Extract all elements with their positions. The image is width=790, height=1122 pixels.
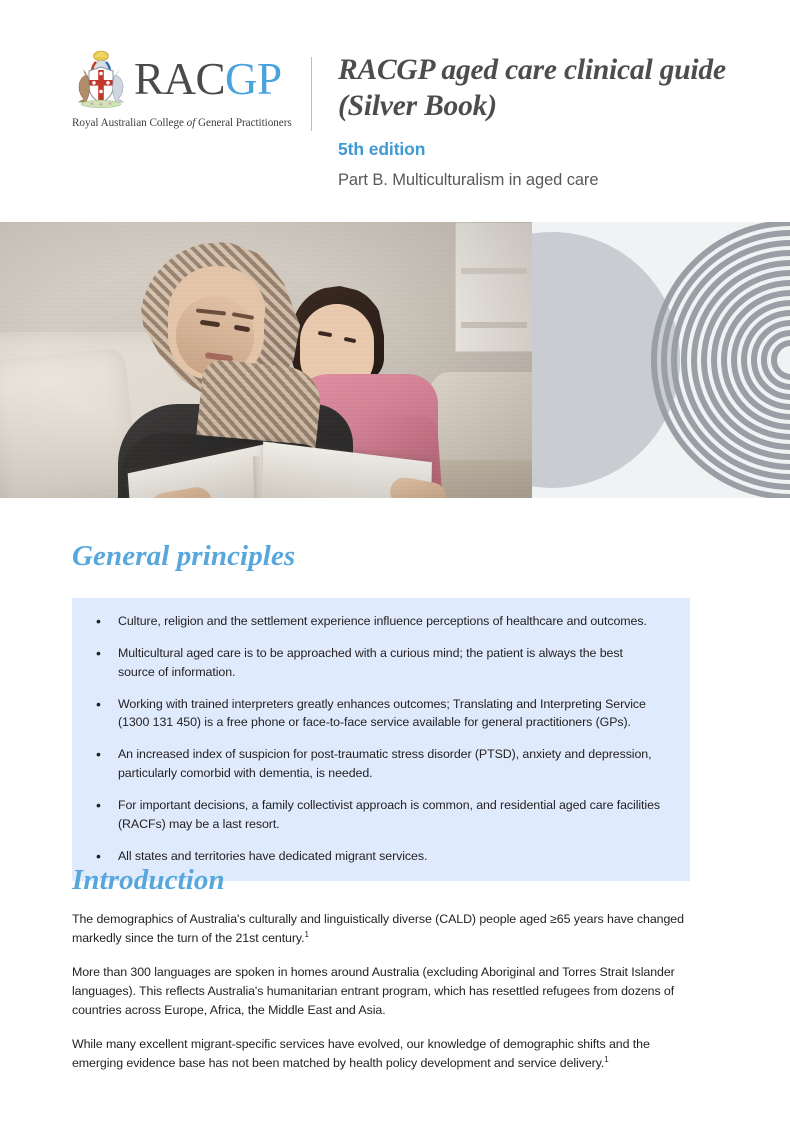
introduction-heading: Introduction bbox=[72, 864, 225, 896]
racgp-tagline bbox=[72, 117, 290, 129]
document-header bbox=[0, 0, 790, 222]
title-block bbox=[338, 52, 758, 190]
racgp-wordmark bbox=[134, 53, 282, 104]
part-subtitle: Part B. Multiculturalism in aged care bbox=[338, 170, 599, 189]
list-item: • For important decisions, a family collectivist approach is common, and residential aged care facilities (RACFs) may be a last resort. bbox=[72, 796, 690, 834]
paragraph-text: More than 300 languages are spoken in homes around Australia (excluding Aboriginal and Torres Strait Islander languages). This reflects Australia's humanitarian entrant program, which has resettled refugees from dozens of countries across Europe, Africa, the Middle East and Asia. bbox=[72, 964, 675, 1017]
header-vertical-divider bbox=[311, 57, 312, 131]
tagline-part-1: Royal Australian College bbox=[72, 117, 187, 129]
photo-vignette bbox=[0, 222, 532, 498]
paragraph bbox=[72, 963, 692, 1020]
list-item: • Multicultural aged care is to be approached with a curious mind; the patient is always the best source of information. bbox=[72, 644, 690, 682]
edition-label: 5th edition bbox=[338, 138, 426, 159]
footnote-reference[interactable]: 1 bbox=[304, 929, 309, 939]
racgp-wordmark-rac: RAC bbox=[134, 53, 226, 104]
general-principles-heading: General principles bbox=[72, 540, 296, 572]
page-title: RACGP aged care clinical guide (Silver Book) bbox=[338, 54, 726, 123]
concentric-rings-shape bbox=[657, 226, 790, 494]
general-principles-list bbox=[72, 612, 690, 865]
racgp-wordmark-gp: GP bbox=[225, 53, 282, 104]
list-item: • All states and territories have dedicated migrant services. bbox=[72, 847, 690, 866]
general-principles-box bbox=[72, 598, 690, 881]
list-item: • An increased index of suspicion for post-traumatic stress disorder (PTSD), anxiety and depression, particularly comorbid with dementia, is needed. bbox=[72, 745, 690, 783]
banner-photo bbox=[0, 222, 532, 498]
racgp-logo bbox=[72, 48, 290, 129]
paragraph bbox=[72, 1035, 692, 1073]
paragraph-text: While many excellent migrant-specific services have evolved, our knowledge of demographic shifts and the emerging evidence base has not been matched by health policy development and service delivery. bbox=[72, 1036, 650, 1070]
list-item: • Working with trained interpreters greatly enhances outcomes; Translating and Interpreting Service (1300 131 450) is a free phone or face-to-face service available for general practitioners (GPs). bbox=[72, 695, 690, 733]
introduction-paragraphs bbox=[72, 910, 692, 1073]
banner-graphic bbox=[532, 222, 790, 498]
banner bbox=[0, 222, 790, 498]
logo-row bbox=[72, 48, 290, 110]
paragraph bbox=[72, 910, 692, 948]
list-item: • Culture, religion and the settlement experience influence perceptions of healthcare and outcomes. bbox=[72, 612, 690, 631]
racgp-coat-of-arms-icon bbox=[72, 49, 130, 109]
tagline-italic-of: of bbox=[186, 117, 196, 129]
paragraph-text: The demographics of Australia's culturally and linguistically diverse (CALD) people aged ≥65 years have changed markedly since the turn of the 21st century. bbox=[72, 912, 684, 945]
tagline-part-2: General Practitioners bbox=[195, 117, 292, 129]
footnote-reference[interactable]: 1 bbox=[604, 1054, 609, 1064]
